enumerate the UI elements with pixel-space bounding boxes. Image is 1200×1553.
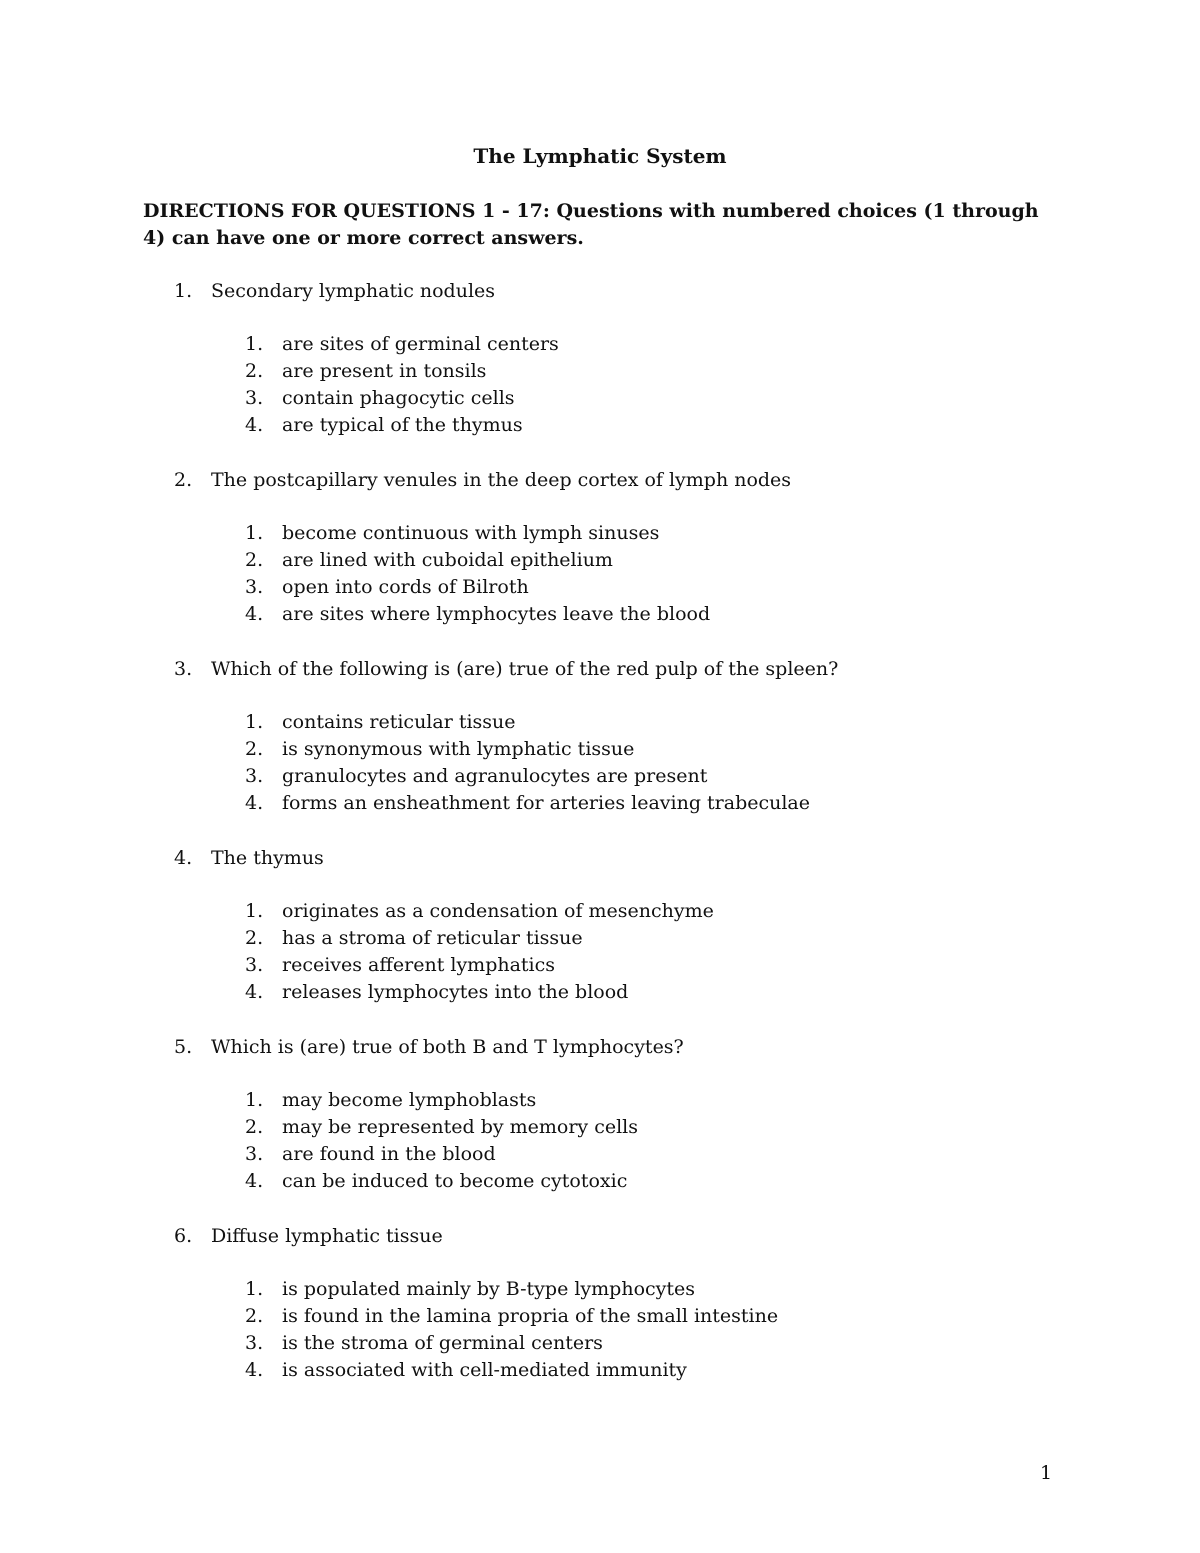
choice-number: 2. [245, 549, 264, 571]
question-item [0, 1222, 1200, 1384]
choice-list [0, 331, 1200, 439]
choice-text: originates as a condensation of mesenchyme [282, 900, 714, 922]
choice-number: 2. [245, 360, 264, 382]
choice-number: 4. [245, 1170, 264, 1192]
choice-item [0, 1141, 1200, 1168]
choice-text: is the stroma of germinal centers [282, 1332, 603, 1354]
choice-text: is found in the lamina propria of the small intestine [282, 1305, 779, 1327]
page-number: 1 [1040, 1462, 1053, 1484]
question-text: Secondary lymphatic nodules [211, 280, 496, 302]
choice-number: 1. [245, 333, 264, 355]
choice-item [0, 520, 1200, 547]
question-text: The thymus [211, 847, 324, 869]
choice-item [0, 358, 1200, 385]
question-stem [0, 655, 1200, 683]
choice-item [0, 979, 1200, 1006]
choice-text: may be represented by memory cells [282, 1116, 638, 1138]
question-stem [0, 844, 1200, 872]
choice-number: 4. [245, 1359, 264, 1381]
choice-number: 2. [245, 1305, 264, 1327]
choice-item [0, 1276, 1200, 1303]
question-stem [0, 277, 1200, 305]
choice-item [0, 763, 1200, 790]
question-stem [0, 466, 1200, 494]
question-text: Which is (are) true of both B and T lymphocytes? [211, 1036, 684, 1058]
question-text: Which of the following is (are) true of the red pulp of the spleen? [211, 658, 839, 680]
choice-item [0, 790, 1200, 817]
choice-list [0, 1276, 1200, 1384]
choice-item [0, 1303, 1200, 1330]
choice-text: receives afferent lymphatics [282, 954, 556, 976]
choice-text: may become lymphoblasts [282, 1089, 537, 1111]
choice-text: contain phagocytic cells [282, 387, 515, 409]
choice-number: 3. [245, 1143, 264, 1165]
choice-item [0, 925, 1200, 952]
choice-number: 3. [245, 954, 264, 976]
choice-text: is populated mainly by B-type lymphocytes [282, 1278, 696, 1300]
page-title: The Lymphatic System [473, 144, 727, 168]
question-list [0, 277, 1200, 1411]
choice-item [0, 1357, 1200, 1384]
choice-text: are typical of the thymus [282, 414, 523, 436]
choice-item [0, 736, 1200, 763]
choice-text: become continuous with lymph sinuses [282, 522, 660, 544]
choice-item [0, 709, 1200, 736]
choice-text: are sites where lymphocytes leave the blood [282, 603, 711, 625]
choice-number: 2. [245, 738, 264, 760]
choice-list [0, 709, 1200, 817]
question-number: 1. [174, 280, 193, 302]
choice-number: 1. [245, 522, 264, 544]
question-number: 4. [174, 847, 193, 869]
choice-text: is synonymous with lymphatic tissue [282, 738, 635, 760]
choice-text: are sites of germinal centers [282, 333, 559, 355]
choice-text: is associated with cell-mediated immunity [282, 1359, 687, 1381]
choice-text: releases lymphocytes into the blood [282, 981, 629, 1003]
choice-item [0, 1330, 1200, 1357]
question-text: The postcapillary venules in the deep cortex of lymph nodes [211, 469, 792, 491]
choice-text: can be induced to become cytotoxic [282, 1170, 628, 1192]
choice-list [0, 898, 1200, 1006]
choice-item [0, 574, 1200, 601]
question-number: 3. [174, 658, 193, 680]
question-item [0, 277, 1200, 439]
choice-text: are lined with cuboidal epithelium [282, 549, 613, 571]
choice-text: granulocytes and agranulocytes are present [282, 765, 708, 787]
choice-item [0, 547, 1200, 574]
question-item [0, 655, 1200, 817]
question-stem [0, 1033, 1200, 1061]
choice-number: 3. [245, 1332, 264, 1354]
choice-number: 4. [245, 981, 264, 1003]
choice-item [0, 385, 1200, 412]
choice-text: open into cords of Bilroth [282, 576, 529, 598]
choice-text: has a stroma of reticular tissue [282, 927, 583, 949]
choice-list [0, 520, 1200, 628]
choice-number: 4. [245, 414, 264, 436]
choice-number: 2. [245, 1116, 264, 1138]
choice-item [0, 1087, 1200, 1114]
question-number: 5. [174, 1036, 193, 1058]
choice-item [0, 412, 1200, 439]
question-stem [0, 1222, 1200, 1250]
choice-item [0, 952, 1200, 979]
choice-number: 1. [245, 1278, 264, 1300]
question-number: 6. [174, 1225, 193, 1247]
choice-number: 3. [245, 387, 264, 409]
choice-item [0, 898, 1200, 925]
directions-text: DIRECTIONS FOR QUESTIONS 1 - 17: Questions with numbered choices (1 through 4) can have one or more correct answers. [143, 200, 1039, 249]
choice-item [0, 601, 1200, 628]
choice-item [0, 331, 1200, 358]
choice-text: contains reticular tissue [282, 711, 516, 733]
choice-number: 1. [245, 1089, 264, 1111]
choice-item [0, 1168, 1200, 1195]
question-item [0, 466, 1200, 628]
choice-number: 1. [245, 711, 264, 733]
question-text: Diffuse lymphatic tissue [211, 1225, 443, 1247]
choice-number: 1. [245, 900, 264, 922]
choice-number: 3. [245, 576, 264, 598]
choice-number: 3. [245, 765, 264, 787]
choice-text: are found in the blood [282, 1143, 496, 1165]
choice-number: 4. [245, 603, 264, 625]
choice-list [0, 1087, 1200, 1195]
choice-text: forms an ensheathment for arteries leaving trabeculae [282, 792, 811, 814]
choice-text: are present in tonsils [282, 360, 487, 382]
question-item [0, 844, 1200, 1006]
choice-number: 2. [245, 927, 264, 949]
question-number: 2. [174, 469, 193, 491]
choice-item [0, 1114, 1200, 1141]
choice-number: 4. [245, 792, 264, 814]
question-item [0, 1033, 1200, 1195]
